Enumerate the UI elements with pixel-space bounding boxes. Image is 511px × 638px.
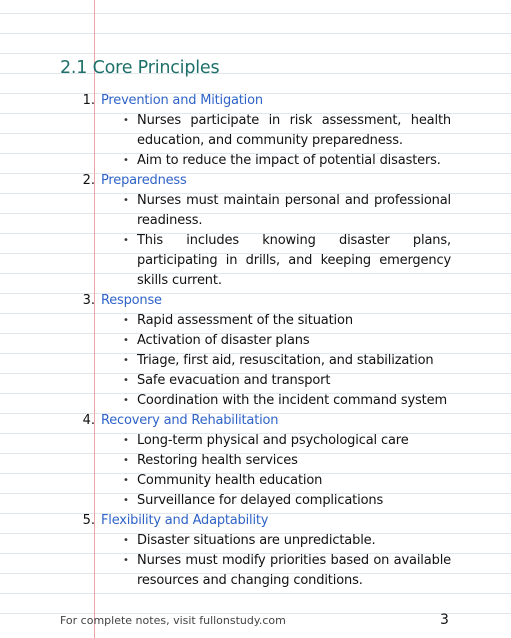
bullet-item: • Surveillance for delayed complications bbox=[0, 491, 511, 511]
principle-heading bbox=[0, 291, 511, 311]
principle-number: 3. bbox=[82, 293, 95, 308]
bullet-item: • Aim to reduce the impact of potential disasters. bbox=[0, 151, 511, 171]
principle-item-5 bbox=[0, 511, 511, 591]
principle-item-3 bbox=[0, 291, 511, 411]
bullet-item: • Restoring health services bbox=[0, 451, 511, 471]
bullet-item: • Nurses must maintain personal and professional readiness. bbox=[0, 191, 511, 231]
principle-item-2 bbox=[0, 171, 511, 291]
page-number: 3 bbox=[440, 612, 449, 628]
principle-number: 1. bbox=[82, 93, 95, 108]
bullet-item: • Rapid assessment of the situation bbox=[0, 311, 511, 331]
principle-title: Flexibility and Adaptability bbox=[101, 513, 269, 528]
principle-heading bbox=[0, 411, 511, 431]
principle-number: 2. bbox=[82, 173, 95, 188]
bullet-item: • Nurses participate in risk assessment, health education, and community preparedness. bbox=[0, 111, 511, 151]
principles-list bbox=[0, 91, 511, 591]
bullet-item: • Triage, first aid, resuscitation, and stabilization bbox=[0, 351, 511, 371]
bullet-item: • Safe evacuation and transport bbox=[0, 371, 511, 391]
principle-item-1 bbox=[0, 91, 511, 171]
bullet-item: • Activation of disaster plans bbox=[0, 331, 511, 351]
principle-number: 5. bbox=[82, 513, 95, 528]
principle-heading bbox=[0, 171, 511, 191]
footer-note: For complete notes, visit fullonstudy.com bbox=[60, 614, 286, 627]
principle-title: Preparedness bbox=[101, 173, 187, 188]
principle-title: Prevention and Mitigation bbox=[101, 93, 263, 108]
bullet-item: • Long-term physical and psychological care bbox=[0, 431, 511, 451]
principle-number: 4. bbox=[82, 413, 95, 428]
principle-title: Response bbox=[101, 293, 162, 308]
bullet-item: • Coordination with the incident command system bbox=[0, 391, 511, 411]
section-title: 2.1 Core Principles bbox=[60, 58, 220, 78]
principle-heading bbox=[0, 511, 511, 531]
principle-item-4 bbox=[0, 411, 511, 511]
bullet-item: • Nurses must modify priorities based on available resources and changing conditions. bbox=[0, 551, 511, 591]
bullet-item: • This includes knowing disaster plans, participating in drills, and keeping emergency skills current. bbox=[0, 231, 511, 291]
bullet-item: • Community health education bbox=[0, 471, 511, 491]
bullet-item: • Disaster situations are unpredictable. bbox=[0, 531, 511, 551]
principle-heading bbox=[0, 91, 511, 111]
principle-title: Recovery and Rehabilitation bbox=[101, 413, 279, 428]
